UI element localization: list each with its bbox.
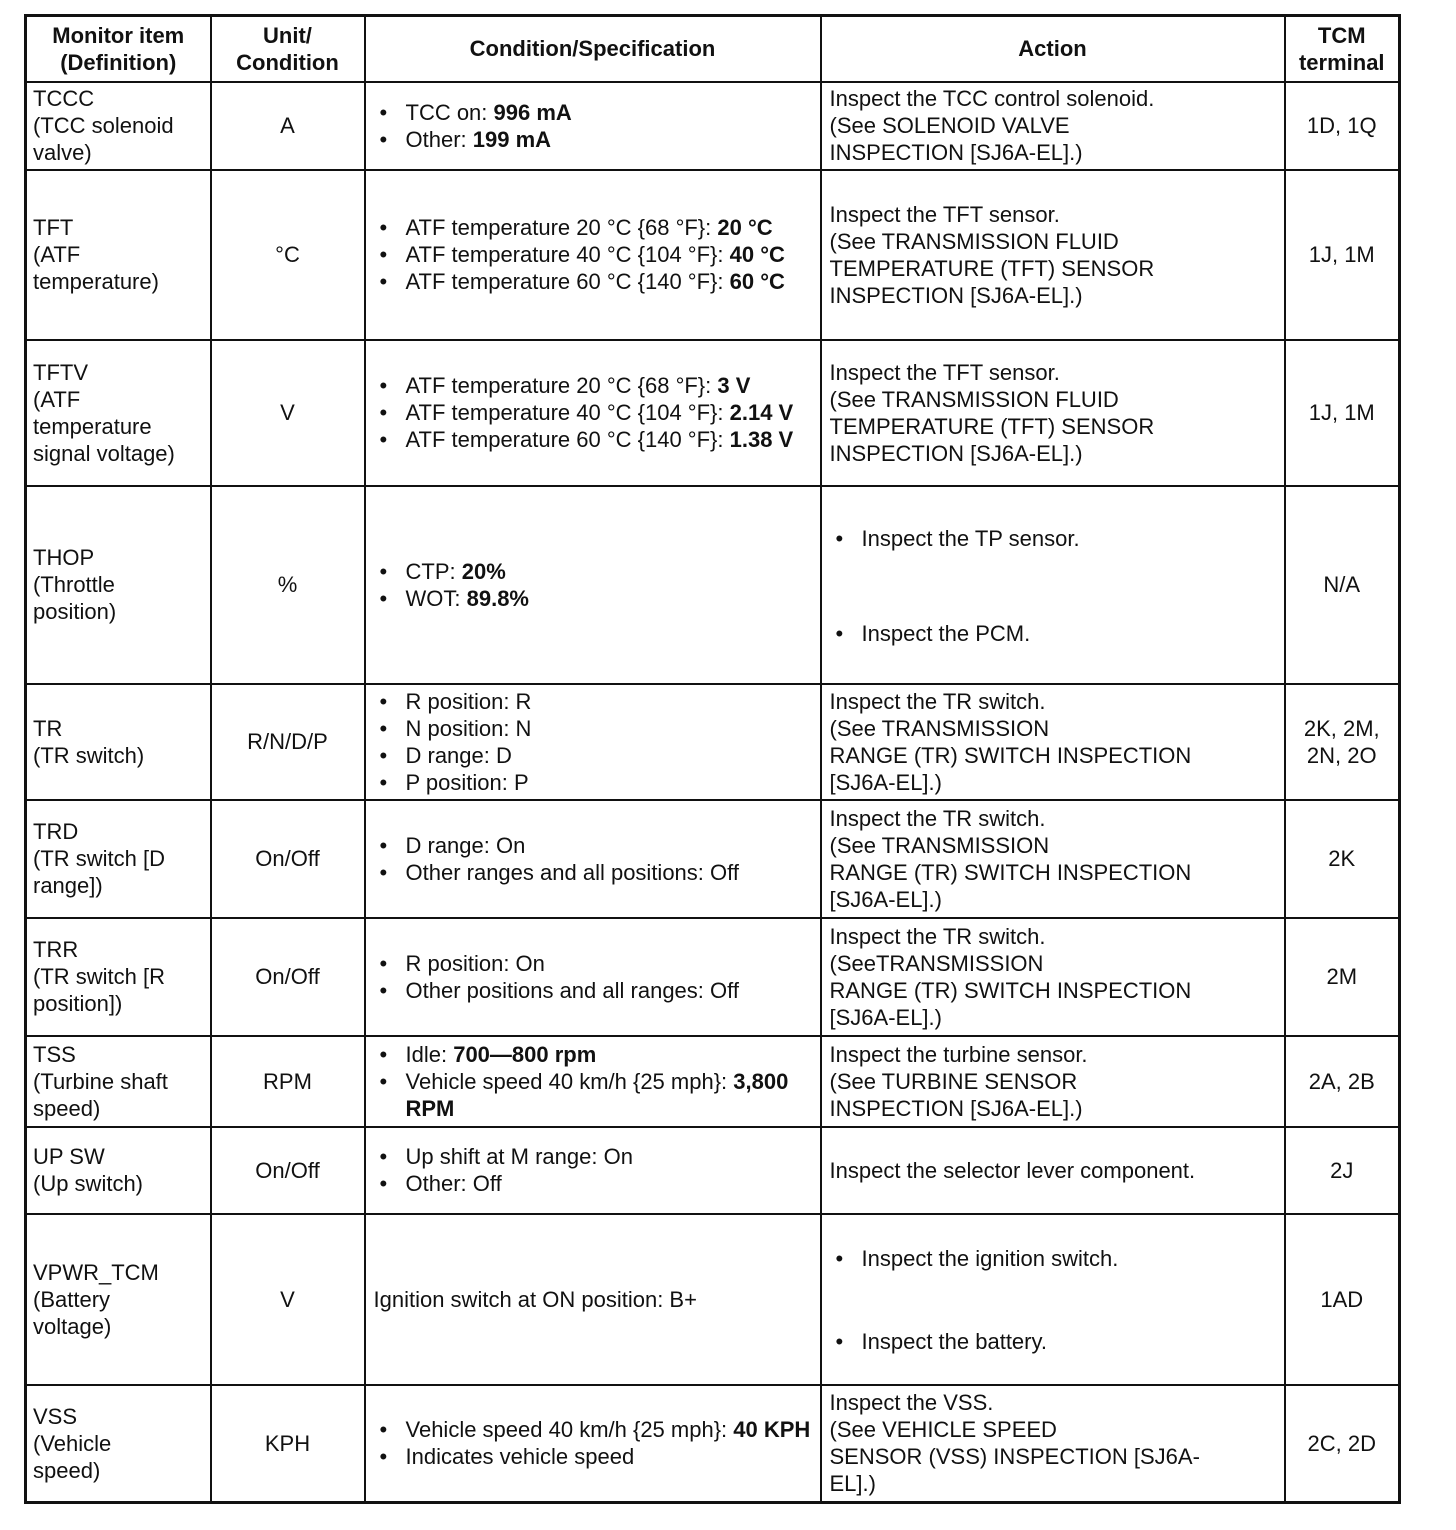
spec-value: 89.8% <box>466 585 529 611</box>
header-monitor-item: Monitor item (Definition) <box>26 16 211 82</box>
table-row <box>26 1036 1400 1127</box>
cell-monitor-item <box>26 486 211 684</box>
cell-specification <box>365 684 821 800</box>
monitor-item-table <box>24 14 1401 1504</box>
spec-list <box>380 214 814 295</box>
monitor-item-line: TFT <box>33 215 74 240</box>
spec-text: D range: On <box>405 832 526 858</box>
action-line: INSPECTION [SJ6A-EL].) <box>829 1095 1083 1121</box>
cell-monitor-item <box>26 82 211 170</box>
cell-specification <box>365 340 821 486</box>
action-line: Inspect the turbine sensor. <box>829 1041 1088 1067</box>
monitor-item-line: (Battery <box>33 1286 111 1312</box>
header-action: Action <box>821 16 1285 82</box>
monitor-item-line: position) <box>33 599 117 624</box>
cell-unit: On/Off <box>211 1127 365 1214</box>
table-row <box>26 82 1400 170</box>
spec-value: 40 °C <box>729 242 785 267</box>
action-line: Inspect the TR switch. <box>829 688 1046 714</box>
monitor-item-line: temperature <box>33 413 152 439</box>
monitor-item-line: (TR switch) <box>33 742 145 768</box>
cell-tcm-terminal <box>1285 800 1400 918</box>
cell-action <box>821 82 1285 170</box>
cell-unit: % <box>211 486 365 684</box>
spec-text: Idle: <box>405 1041 454 1067</box>
table-row <box>26 1214 1400 1385</box>
spec-item <box>380 1443 814 1470</box>
spec-value: 20% <box>461 558 506 584</box>
spec-text: D range: D <box>405 742 512 768</box>
action-line: INSPECTION [SJ6A-EL].) <box>829 140 1083 165</box>
monitor-item-line: TRD <box>33 819 79 844</box>
spec-item <box>380 742 814 769</box>
action-line: [SJ6A-EL].) <box>829 769 942 795</box>
spec-text: R position: R <box>405 688 532 714</box>
spec-item <box>380 769 814 796</box>
monitor-item-line: TCCC <box>33 86 95 111</box>
cell-tcm-terminal <box>1285 1214 1400 1385</box>
spec-item <box>380 268 814 295</box>
monitor-item-line: TRR <box>33 937 79 962</box>
monitor-item-line: (TR switch [D <box>33 846 165 871</box>
spec-value: 20 °C <box>717 215 773 240</box>
spec-item <box>380 859 814 886</box>
action-item: • Inspect the PCM. <box>836 620 1276 647</box>
tcm-terminal-line: 2M <box>1326 964 1358 989</box>
cell-specification <box>365 1385 821 1503</box>
spec-list <box>380 832 814 886</box>
monitor-item-line: (Vehicle <box>33 1430 112 1456</box>
monitor-item-line: VSS <box>33 1403 78 1429</box>
header-condition-specification: Condition/Specification <box>365 16 821 82</box>
monitor-item-line: (Throttle <box>33 572 115 597</box>
spec-text: ATF temperature 60 °C {140 °F}: <box>405 269 730 294</box>
tcm-terminal-line: 1AD <box>1320 1286 1364 1312</box>
monitor-item-line: VPWR_TCM <box>33 1259 159 1285</box>
tcm-terminal-line: 1D, 1Q <box>1306 113 1377 138</box>
spec-list <box>380 99 814 153</box>
spec-value: 2.14 V <box>729 400 794 425</box>
table-row <box>26 486 1400 684</box>
tcm-terminal-line: 1J, 1M <box>1308 242 1375 267</box>
cell-action <box>821 486 1285 684</box>
spec-text: Up shift at M range: On <box>405 1144 633 1169</box>
spec-list <box>380 372 814 453</box>
spec-text: TCC on: <box>405 99 494 125</box>
table-row <box>26 1127 1400 1214</box>
spec-item <box>380 1041 814 1068</box>
cell-tcm-terminal <box>1285 170 1400 340</box>
action-line: Inspect the VSS. <box>829 1390 994 1416</box>
spec-text: Indicates vehicle speed <box>405 1444 635 1470</box>
action-line: [SJ6A-EL].) <box>829 886 942 912</box>
cell-specification <box>365 1036 821 1127</box>
action-line: INSPECTION [SJ6A-EL].) <box>829 282 1083 308</box>
action-line: Inspect the TR switch. <box>829 805 1046 831</box>
spec-text: Vehicle speed 40 km/h {25 mph}: <box>405 1417 734 1443</box>
spec-value: 199 mA <box>472 126 552 152</box>
action-line: TEMPERATURE (TFT) SENSOR <box>829 413 1155 439</box>
tcm-terminal-line: 2J <box>1330 1157 1354 1183</box>
monitor-item-line: position]) <box>33 991 123 1016</box>
spec-text: Ignition switch at ON position: B+ <box>373 1286 697 1312</box>
cell-monitor-item <box>26 1385 211 1503</box>
action-list <box>836 525 1276 647</box>
cell-specification <box>365 918 821 1036</box>
cell-unit: KPH <box>211 1385 365 1503</box>
cell-action <box>821 800 1285 918</box>
cell-tcm-terminal <box>1285 918 1400 1036</box>
cell-unit: V <box>211 1214 365 1385</box>
header-row <box>26 16 1400 82</box>
tcm-terminal-line: 2N, 2O <box>1306 742 1377 768</box>
action-line: (See TURBINE SENSOR <box>829 1068 1078 1094</box>
spec-item <box>380 558 814 585</box>
monitor-item-line: (ATF <box>33 386 81 412</box>
cell-specification <box>365 82 821 170</box>
spec-value: 3 V <box>717 373 751 398</box>
spec-item <box>380 99 814 126</box>
spec-item <box>380 1143 814 1170</box>
table-body <box>26 82 1400 1503</box>
monitor-item-line: valve) <box>33 140 92 165</box>
tcm-terminal-line: 2C, 2D <box>1307 1430 1376 1456</box>
action-line: (See TRANSMISSION FLUID <box>829 386 1119 412</box>
action-line: (See TRANSMISSION <box>829 715 1050 741</box>
spec-value: 1.38 V <box>729 427 794 452</box>
cell-specification <box>365 170 821 340</box>
cell-monitor-item <box>26 684 211 800</box>
cell-tcm-terminal <box>1285 82 1400 170</box>
monitor-item-line: voltage) <box>33 1313 112 1339</box>
spec-text: WOT: <box>405 585 467 611</box>
spec-text: Other positions and all ranges: Off <box>405 977 739 1003</box>
cell-specification <box>365 486 821 684</box>
spec-value: 700—800 rpm <box>453 1041 597 1067</box>
action-line: Inspect the TR switch. <box>829 923 1046 949</box>
table-row <box>26 800 1400 918</box>
spec-text: N position: N <box>405 715 532 741</box>
cell-action <box>821 1385 1285 1503</box>
cell-action <box>821 918 1285 1036</box>
spec-item <box>380 214 814 241</box>
monitor-item-line: temperature) <box>33 269 159 294</box>
spec-value: 40 KPH <box>733 1417 811 1443</box>
action-item: • Inspect the battery. <box>836 1328 1276 1355</box>
action-line: RANGE (TR) SWITCH INSPECTION <box>829 742 1192 768</box>
spec-item <box>380 715 814 742</box>
spec-text: R position: On <box>405 950 545 976</box>
spec-value: 3,800 RPM <box>405 1068 789 1121</box>
action-line: [SJ6A-EL].) <box>829 1004 942 1030</box>
header-tcm-terminal: TCM terminal <box>1285 16 1400 82</box>
spec-item <box>380 832 814 859</box>
spec-item <box>380 977 814 1004</box>
spec-item <box>380 585 814 612</box>
spec-item <box>380 399 814 426</box>
cell-unit: A <box>211 82 365 170</box>
spec-text: ATF temperature 60 °C {140 °F}: <box>405 427 730 452</box>
action-line: Inspect the TCC control solenoid. <box>829 86 1155 111</box>
spec-item <box>380 426 814 453</box>
monitor-item-line: signal voltage) <box>33 440 175 466</box>
cell-monitor-item <box>26 340 211 486</box>
tcm-terminal-line: 2K <box>1328 846 1356 871</box>
action-line: TEMPERATURE (TFT) SENSOR <box>829 255 1155 281</box>
cell-monitor-item <box>26 918 211 1036</box>
cell-specification <box>365 1214 821 1385</box>
spec-value: 996 mA <box>493 99 572 125</box>
cell-tcm-terminal <box>1285 1036 1400 1127</box>
spec-text: ATF temperature 40 °C {104 °F}: <box>405 400 730 425</box>
action-line: (See TRANSMISSION <box>829 832 1050 858</box>
action-line: (See VEHICLE SPEED <box>829 1417 1057 1443</box>
cell-monitor-item <box>26 1214 211 1385</box>
cell-unit: R/N/D/P <box>211 684 365 800</box>
action-line: SENSOR (VSS) INSPECTION [SJ6A- <box>829 1444 1200 1470</box>
spec-text: Vehicle speed 40 km/h {25 mph}: <box>405 1068 734 1094</box>
cell-unit: RPM <box>211 1036 365 1127</box>
table-row <box>26 684 1400 800</box>
action-line: RANGE (TR) SWITCH INSPECTION <box>829 859 1192 885</box>
spec-list <box>380 950 814 1004</box>
cell-monitor-item <box>26 170 211 340</box>
action-list <box>836 1245 1276 1355</box>
monitor-item-line: range]) <box>33 873 103 898</box>
spec-list <box>380 688 814 796</box>
cell-specification <box>365 1127 821 1214</box>
monitor-item-line: speed) <box>33 1457 101 1483</box>
cell-unit: On/Off <box>211 800 365 918</box>
action-line: (See SOLENOID VALVE <box>829 113 1070 138</box>
tcm-terminal-line: 2A, 2B <box>1308 1068 1375 1094</box>
cell-tcm-terminal <box>1285 1385 1400 1503</box>
action-line: (SeeTRANSMISSION <box>829 950 1044 976</box>
monitor-item-line: (TCC solenoid <box>33 113 174 138</box>
spec-item <box>380 1068 814 1122</box>
cell-tcm-terminal <box>1285 486 1400 684</box>
tcm-terminal-line: N/A <box>1323 572 1361 597</box>
spec-text: ATF temperature 40 °C {104 °F}: <box>405 242 730 267</box>
table-header <box>26 16 1400 82</box>
tcm-terminal-line: 1J, 1M <box>1308 400 1375 425</box>
spec-item <box>380 1416 814 1443</box>
cell-action <box>821 170 1285 340</box>
spec-list <box>380 1416 814 1470</box>
spec-text: ATF temperature 20 °C {68 °F}: <box>405 215 718 240</box>
spec-text: Other: Off <box>405 1171 502 1196</box>
action-line: Inspect the TFT sensor. <box>829 359 1060 385</box>
spec-item <box>380 950 814 977</box>
action-line: (See TRANSMISSION FLUID <box>829 228 1119 254</box>
spec-text: CTP: <box>405 558 462 584</box>
monitor-item-line: TFTV <box>33 359 88 385</box>
table-row <box>26 1385 1400 1503</box>
monitor-item-line: UP SW <box>33 1144 105 1169</box>
spec-text: Other ranges and all positions: Off <box>405 859 739 885</box>
action-line: Inspect the TFT sensor. <box>829 201 1060 227</box>
spec-list <box>380 1143 814 1197</box>
cell-tcm-terminal <box>1285 1127 1400 1214</box>
monitor-item-line: (ATF <box>33 242 81 267</box>
cell-monitor-item <box>26 1127 211 1214</box>
header-unit-condition: Unit/ Condition <box>211 16 365 82</box>
cell-action <box>821 1214 1285 1385</box>
spec-text: P position: P <box>405 769 529 795</box>
spec-list <box>380 1041 814 1122</box>
spec-item <box>380 372 814 399</box>
action-item: • Inspect the TP sensor. <box>836 525 1276 552</box>
spec-text: ATF temperature 20 °C {68 °F}: <box>405 373 718 398</box>
spec-text: Other: <box>405 126 473 152</box>
spec-item <box>380 126 814 153</box>
action-line: Inspect the selector lever component. <box>829 1157 1196 1183</box>
cell-tcm-terminal <box>1285 340 1400 486</box>
cell-action <box>821 1127 1285 1214</box>
monitor-item-line: TSS <box>33 1041 76 1067</box>
monitor-item-line: (TR switch [R <box>33 964 165 989</box>
monitor-item-line: THOP <box>33 545 95 570</box>
monitor-item-line: TR <box>33 715 63 741</box>
cell-tcm-terminal <box>1285 684 1400 800</box>
cell-unit: °C <box>211 170 365 340</box>
cell-monitor-item <box>26 800 211 918</box>
table-row <box>26 170 1400 340</box>
action-line: EL].) <box>829 1471 876 1497</box>
monitor-item-line: (Up switch) <box>33 1171 144 1196</box>
cell-action <box>821 684 1285 800</box>
cell-specification <box>365 800 821 918</box>
spec-item <box>380 241 814 268</box>
table-row <box>26 918 1400 1036</box>
spec-value: 60 °C <box>729 269 785 294</box>
cell-action <box>821 340 1285 486</box>
cell-unit: V <box>211 340 365 486</box>
monitor-item-table-sheet <box>24 14 1401 1504</box>
action-item: • Inspect the ignition switch. <box>836 1245 1276 1272</box>
tcm-terminal-line: 2K, 2M, <box>1303 715 1380 741</box>
monitor-item-line: (Turbine shaft <box>33 1068 168 1094</box>
action-line: RANGE (TR) SWITCH INSPECTION <box>829 977 1192 1003</box>
action-line: INSPECTION [SJ6A-EL].) <box>829 440 1083 466</box>
table-row <box>26 340 1400 486</box>
cell-monitor-item <box>26 1036 211 1127</box>
cell-unit: On/Off <box>211 918 365 1036</box>
spec-item <box>380 1170 814 1197</box>
monitor-item-line: speed) <box>33 1095 101 1121</box>
spec-list <box>380 558 814 612</box>
spec-item <box>380 688 814 715</box>
cell-action <box>821 1036 1285 1127</box>
